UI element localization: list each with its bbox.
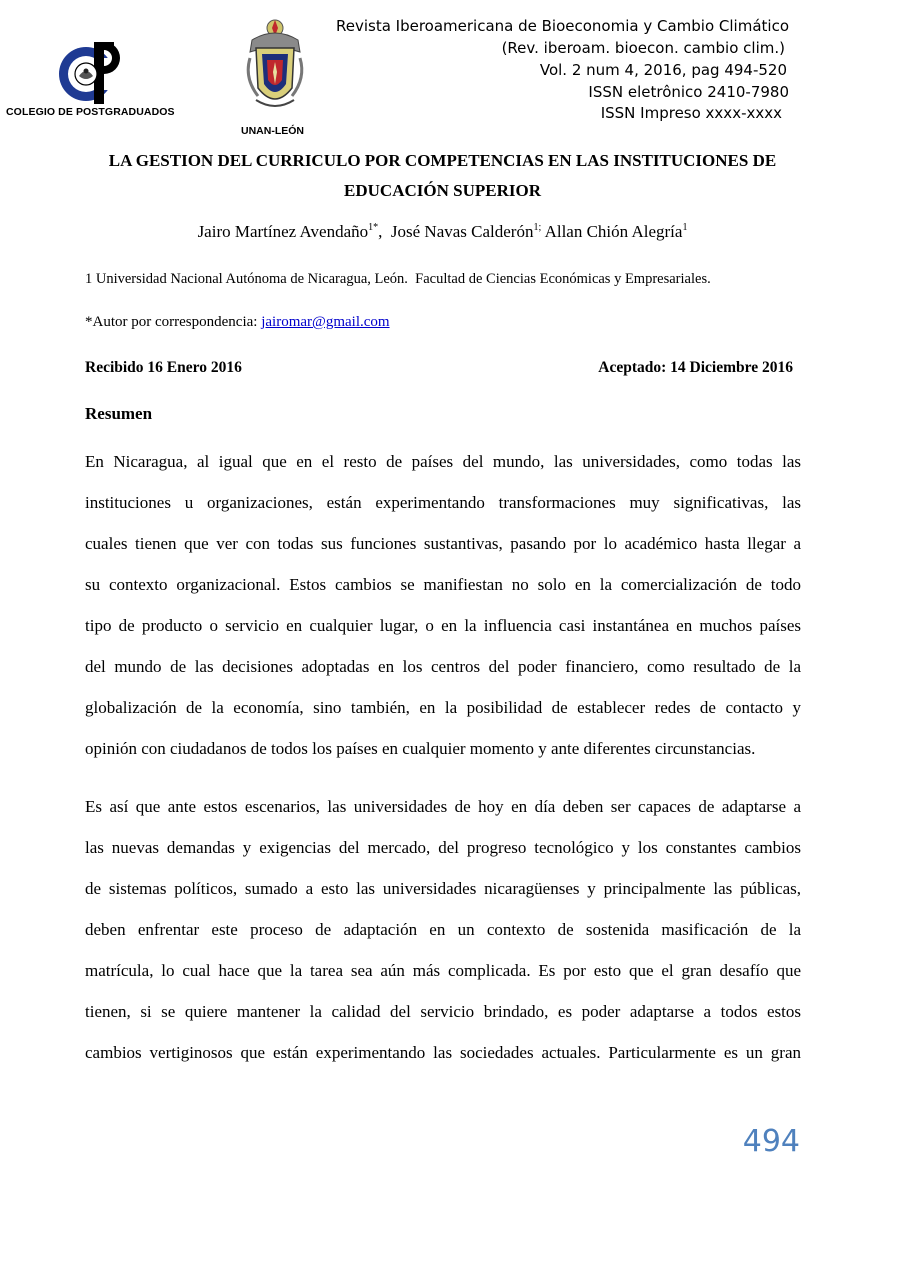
article-title (80, 146, 805, 206)
correspondence-line (85, 314, 390, 331)
paragraph-line: instituciones u organizaciones, están experimentando transformaciones muy significativas, las (85, 493, 801, 512)
author-separator: , (378, 222, 391, 241)
unan-leon-crest (242, 18, 308, 114)
paragraph-line: tienen, si se quiere mantener la calidad del servicio brindado, es poder adaptarse a todos estos (85, 1002, 801, 1021)
author-name: José Navas Calderón (390, 222, 534, 241)
author-list (0, 222, 885, 242)
colegio-postgraduados-logo (56, 38, 124, 106)
article-title-line: EDUCACIÓN SUPERIOR (344, 181, 541, 200)
paragraph-line: las nuevas demandas y exigencias del mercado, del progreso tecnológico y los constantes cambios (85, 838, 801, 857)
colegio-postgraduados-label: COLEGIO DE POSTGRADUADOS (6, 106, 175, 118)
paragraph-line: tipo de producto o servicio en cualquier lugar, o en la influencia casi instantánea en muchos países (85, 616, 801, 635)
author-name: Allan Chión Alegría (544, 222, 683, 241)
paragraph-line: del mundo de las decisiones adoptadas en los centros del poder financiero, como resultado de la (85, 657, 801, 676)
author-name: Jairo Martínez Avendaño (197, 222, 369, 241)
paragraph-line: deben enfrentar este proceso de adaptación en un contexto de sostenida masificación de la (85, 920, 801, 939)
article-title-line: LA GESTION DEL CURRICULO POR COMPETENCIAS EN LAS INSTITUCIONES DE (108, 151, 777, 170)
journal-volume: Vol. 2 num 4, 2016, pag 494-520 (539, 61, 787, 79)
paragraph-line: opinión con ciudadanos de todos los países en cualquier momento y ante diferentes circunstancias. (85, 739, 756, 758)
paragraph-line: de sistemas políticos, sumado a esto las universidades nicaragüenses y principalmente las públicas, (85, 879, 801, 898)
paragraph-line: Es así que ante estos escenarios, las universidades de hoy en día deben ser capaces de adaptarse a (85, 797, 801, 816)
correspondence-label: *Autor por correspondencia: (85, 314, 262, 330)
author-affiliation-mark: 1* (368, 222, 379, 233)
paragraph-line: globalización de la economía, sino también, en la posibilidad de establecer redes de contacto y (85, 698, 801, 717)
paragraph-line: su contexto organizacional. Estos cambios se manifiestan no solo en la comercialización de todo (85, 575, 801, 594)
journal-abbreviation: (Rev. iberoam. bioecon. cambio clim.) (501, 39, 785, 57)
author-affiliation-mark: 1 (682, 222, 688, 233)
paragraph-line: matrícula, lo cual hace que la tarea sea aún más complicada. Es por esto que el gran desafío que (85, 961, 801, 980)
page-number: 494 (742, 1124, 800, 1159)
journal-issn-print: ISSN Impreso xxxx-xxxx (600, 104, 782, 122)
abstract-heading: Resumen (85, 404, 153, 423)
paragraph-line: cambios vertiginosos que están experimentando las sociedades actuales. Particularmente es un gran (85, 1043, 801, 1062)
accepted-date: Aceptado: 14 Diciembre 2016 (598, 359, 793, 376)
unan-leon-label: UNAN-LEÓN (241, 125, 304, 137)
paragraph-line: En Nicaragua, al igual que en el resto de países del mundo, las universidades, como todas las (85, 452, 801, 471)
author-affiliation-mark: 1; (533, 222, 542, 233)
correspondence-email-link[interactable]: jairomar@gmail.com (261, 314, 390, 330)
journal-name: Revista Iberoamericana de Bioeconomia y Cambio Climático (335, 17, 789, 35)
received-date: Recibido 16 Enero 2016 (85, 359, 242, 376)
journal-issn-electronic: ISSN eletrônico 2410-7980 (588, 83, 789, 101)
author-affiliation: 1 Universidad Nacional Autónoma de Nicaragua, León. Facultad de Ciencias Económicas y Empresariales. (85, 271, 711, 287)
paragraph-line: cuales tienen que ver con todas sus funciones sustantivas, pasando por lo académico hasta llegar a (85, 534, 801, 553)
